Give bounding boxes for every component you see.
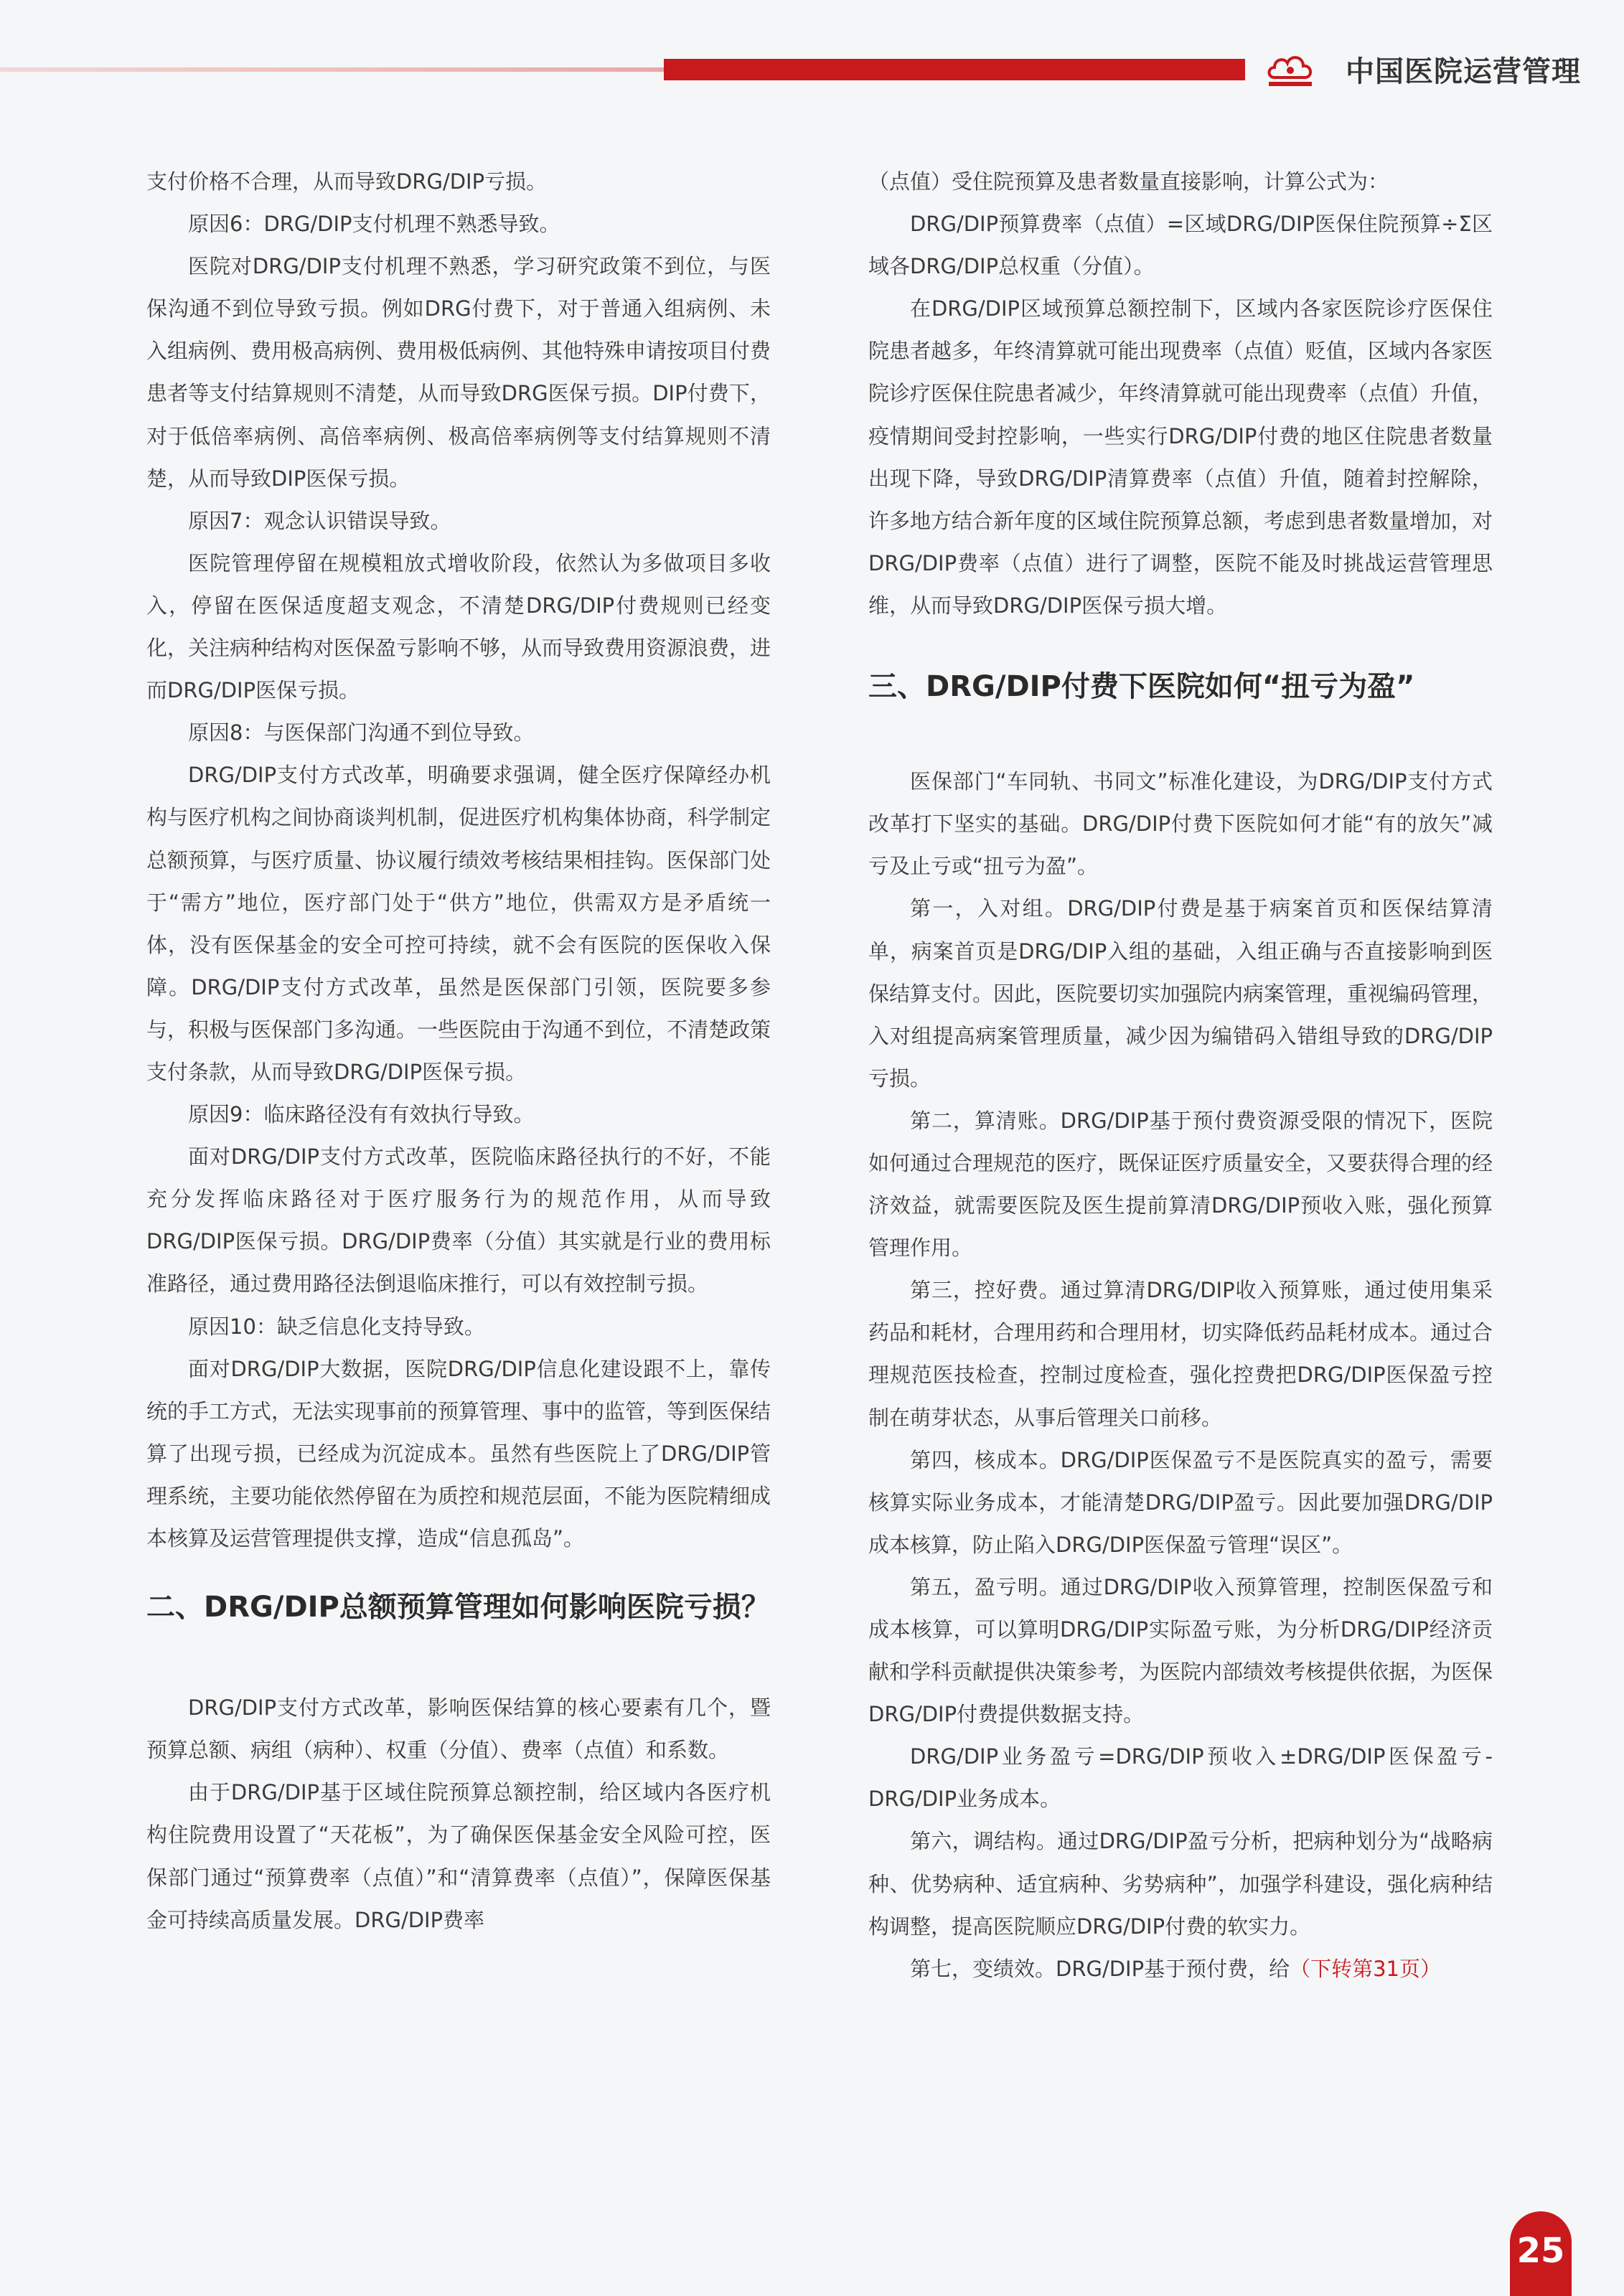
paragraph: 第三，控好费。通过算清DRG/DIP收入预算账，通过使用集采药品和耗材，合理用药和合理用材，切实降低药品耗材成本。通过合理规范医技检查，控制过度检查，强化控费把DRG/DIP医保盈亏控制在萌芽状态，从事后管理关口前移。 — [868, 1278, 1493, 1430]
paragraph: 医保部门“车同轨、书同文”标准化建设，为DRG/DIP支付方式改革打下坚实的基础。DRG/DIP付费下医院如何才能“有的放矢”减亏及止亏或“扭亏为盈”。 — [868, 769, 1493, 879]
header-red-bar — [664, 59, 1245, 80]
paragraph: 在DRG/DIP区域预算总额控制下，区域内各家医院诊疗医保住院患者越多，年终清算就可能出现费率（点值）贬值，区域内各家医院诊疗医保住院患者减少，年终清算就可能出现费率（点值）升值，疫情期间受封控影响，一些实行DRG/DIP付费的地区住院患者数量出现下降，导致DRG/DIP清算费率（点值）升值，随着封控解除，许多地方结合新年度的区域住院预算总额，考虑到患者数量增加，对DRG/DIP费率（点值）进行了调整，医院不能及时挑战运营管理思维，从而导致DRG/DIP医保亏损大增。 — [868, 296, 1493, 618]
paragraph: （点值）受住院预算及患者数量直接影响，计算公式为： — [868, 169, 1389, 194]
paragraph: 医院对DRG/DIP支付机理不熟悉，学习研究政策不到位，与医保沟通不到位导致亏损。例如DRG付费下，对于普通入组病例、未入组病例、费用极高病例、费用极低病例、其他特殊申请按项目付费患者等支付结算规则不清楚，从而导致DRG医保亏损。DIP付费下，对于低倍率病例、高倍率病例、极高倍率病例等支付结算规则不清楚，从而导致DIP医保亏损。 — [146, 254, 771, 491]
subheading: 原因8：与医保部门沟通不到位导致。 — [188, 720, 535, 745]
paragraph: 面对DRG/DIP大数据，医院DRG/DIP信息化建设跟不上，靠传统的手工方式，无法实现事前的预算管理、事中的监管，等到医保结算了出现亏损，已经成为沉淀成本。虽然有些医院上了DRG/DIP管理系统，主要功能依然停留在为质控和规范层面，不能为医院精细成本核算及运营管理提供支撑，造成“信息孤岛”。 — [146, 1356, 771, 1551]
paragraph: 第四，核成本。DRG/DIP医保盈亏不是医院真实的盈亏，需要核算实际业务成本，才能清楚DRG/DIP盈亏。因此要加强DRG/DIP成本核算，防止陷入DRG/DIP医保盈亏管理“误区”。 — [868, 1447, 1493, 1557]
paragraph-text: 第七，变绩效。DRG/DIP基于预付费，给 — [910, 1956, 1290, 1981]
paragraph: 医院管理停留在规模粗放式增收阶段，依然认为多做项目多收入，停留在医保适度超支观念，不清楚DRG/DIP付费规则已经变化，关注病种结构对医保盈亏影响不够，从而导致费用资源浪费，进而DRG/DIP医保亏损。 — [146, 550, 771, 703]
cloud-logo-icon — [1264, 49, 1316, 89]
formula: DRG/DIP预算费率（点值）=区域DRG/DIP医保住院预算÷Σ区域各DRG/DIP总权重（分值）。 — [868, 212, 1493, 279]
subheading: 原因7：观念认识错误导致。 — [188, 508, 451, 533]
left-column — [146, 161, 771, 1942]
paragraph: 由于DRG/DIP基于区域住院预算总额控制，给区域内各医疗机构住院费用设置了“天花板”，为了确保医保基金安全风险可控，医保部门通过“预算费率（点值）”和“清算费率（点值）”，保障医保基金可持续高质量发展。DRG/DIP费率 — [146, 1780, 771, 1932]
paragraph: 支付价格不合理，从而导致DRG/DIP亏损。 — [146, 169, 548, 194]
paragraph: DRG/DIP支付方式改革，明确要求强调，健全医疗保障经办机构与医疗机构之间协商谈判机制，促进医疗机构集体协商，科学制定总额预算，与医疗质量、协议履行绩效考核结果相挂钩。医保部门处于“需方”地位，医疗部门处于“供方”地位，供需双方是矛盾统一体，没有医保基金的安全可控可持续，就不会有医院的医保收入保障。DRG/DIP支付方式改革，虽然是医保部门引领，医院要多参与，积极与医保部门多沟通。一些医院由于沟通不到位，不清楚政策支付条款，从而导致DRG/DIP医保亏损。 — [146, 763, 771, 1084]
paragraph: DRG/DIP支付方式改革，影响医保结算的核心要素有几个，暨预算总额、病组（病种）、权重（分值）、费率（点值）和系数。 — [146, 1695, 771, 1763]
section-heading-2: 二、DRG/DIP总额预算管理如何影响医院亏损？ — [146, 1591, 770, 1624]
subheading: 原因10：缺乏信息化支持导致。 — [188, 1314, 485, 1339]
header-thin-line — [0, 67, 664, 72]
paragraph: 第六，调结构。通过DRG/DIP盈亏分析，把病种划分为“战略病种、优势病种、适宜病种、劣势病种”，加强学科建设，强化病种结构调整，提高医院顺应DRG/DIP付费的软实力。 — [868, 1829, 1493, 1939]
paragraph-last — [868, 1948, 1493, 1990]
paragraph: 第一，入对组。DRG/DIP付费是基于病案首页和医保结算清单，病案首页是DRG/DIP入组的基础，入组正确与否直接影响到医保结算支付。因此，医院要切实加强院内病案管理，重视编码管理，入对组提高病案管理质量，减少因为编错码入错组导致的DRG/DIP亏损。 — [868, 896, 1493, 1091]
paragraph: 第五，盈亏明。通过DRG/DIP收入预算管理，控制医保盈亏和成本核算，可以算明DRG/DIP实际盈亏账，为分析DRG/DIP经济贡献和学科贡献提供决策参考，为医院内部绩效考核提供依据，为医保DRG/DIP付费提供数据支持。 — [868, 1574, 1493, 1727]
magazine-title: 中国医院运营管理 — [1346, 55, 1581, 88]
continued-note: （下转第31页） — [1290, 1956, 1442, 1981]
right-column — [868, 161, 1493, 1990]
formula: DRG/DIP业务盈亏=DRG/DIP预收入±DRG/DIP医保盈亏-DRG/DIP业务成本。 — [868, 1744, 1493, 1812]
page-number-badge: 25 — [1510, 2211, 1572, 2296]
subheading: 原因6：DRG/DIP支付机理不熟悉导致。 — [188, 212, 560, 237]
paragraph: 第二，算清账。DRG/DIP基于预付费资源受限的情况下，医院如何通过合理规范的医疗，既保证医疗质量安全，又要获得合理的经济效益，就需要医院及医生提前算清DRG/DIP预收入账，强化预算管理作用。 — [868, 1108, 1493, 1261]
paragraph: 面对DRG/DIP支付方式改革，医院临床路径执行的不好，不能充分发挥临床路径对于医疗服务行为的规范作用，从而导致DRG/DIP医保亏损。DRG/DIP费率（分值）其实就是行业的费用标准路径，通过费用路径法倒退临床推行，可以有效控制亏损。 — [146, 1144, 771, 1297]
section-heading-3: 三、DRG/DIP付费下医院如何“扭亏为盈” — [868, 670, 1415, 704]
subheading: 原因9：临床路径没有有效执行导致。 — [188, 1102, 535, 1127]
